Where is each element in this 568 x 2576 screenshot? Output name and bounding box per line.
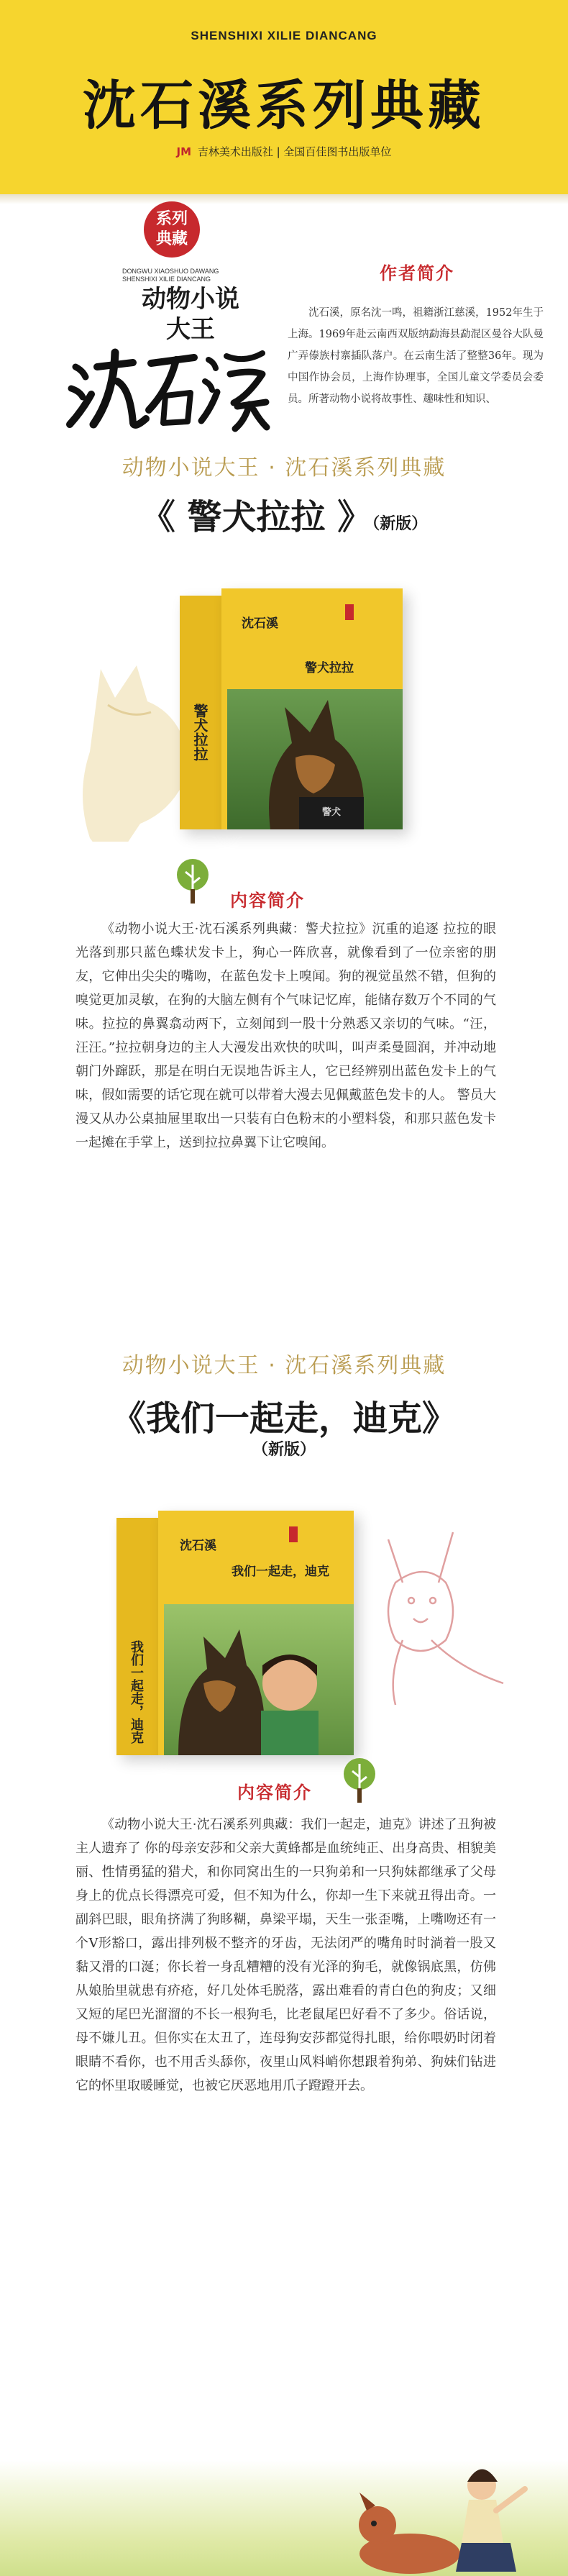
book2-cover-title: 我们一起走，迪克: [232, 1565, 329, 1579]
girl-and-dog-illustration: [345, 2446, 568, 2576]
book1-title-text: 《 警犬拉拉 》: [140, 497, 372, 537]
book2-cover-dog-boy-image: [164, 1604, 354, 1755]
publisher-line: [0, 144, 568, 159]
book2-cover-bookmark: [289, 1526, 298, 1542]
book1-cover-bookmark: [345, 604, 354, 620]
animal-novel-king-label: [119, 284, 262, 345]
book2-spine: [116, 1518, 158, 1755]
book1-series-line: 动物小说大王 · 沈石溪系列典藏: [122, 455, 446, 481]
book1-title: [0, 489, 568, 539]
mini-latin-caption: DONGWU XIAOSHUO DAWANG SHENSHIXI XILIE DIANCANG: [122, 268, 219, 283]
book1-content-heading: 内容简介: [230, 890, 305, 911]
badge-line2: 典藏: [155, 230, 188, 248]
book1-cover-author: 沈石溪: [242, 616, 278, 631]
svg-text:警犬: 警犬: [321, 807, 342, 818]
book2-title: 《我们一起走，迪克》: [111, 1398, 457, 1439]
label-line2: 大王: [166, 315, 215, 344]
book2-content-heading: 内容简介: [237, 1782, 312, 1803]
book2-cover-author: 沈石溪: [180, 1539, 216, 1553]
book2-cover: [158, 1511, 354, 1755]
badge-line1: 系列: [155, 210, 188, 228]
book1-spine: [180, 596, 221, 829]
book2-content-body: 《动物小说大王·沈石溪系列典藏：我们一起走，迪克》讲述了丑狗被主人遗弃了 你的母亲安莎和父亲大黄蜂都是血统纯正、出身高贵、相貌美丽、性情勇猛的猎犬，和你同窝出生的一只狗弟和一只狗妹都继承了父母身上的优点长得漂亮可爱，但不知为什么，你却一生下来就丑得出奇。一副斜巴眼，眼角挤满了狗眵糊，鼻梁平塌，天生一张歪嘴，上嘴吻还有一个V形豁口，露出排列极不整齐的牙齿，无法闭严的嘴角时时淌着一股又黏又滑的口涎；你长着一身乱糟糟的没有光泽的狗毛，就像锅底黑，仿佛从娘胎里就患有疥疮，好几处体毛脱落，露出难看的青白色的狗皮；又细又短的尾巴光溜溜的不长一根狗毛，比老鼠尾巴好看不了多少。俗话说，母不嫌儿丑。但你实在太丑了，连母狗安莎都觉得扎眼，给你喂奶时闭着眼睛不看你，也不用舌头舔你，夜里山风料峭你想跟着狗弟、狗妹们钻进它的怀里取暖睡觉，也被它厌恶地用爪子蹬蹬开去。: [75, 1817, 496, 2093]
header-latin-title: SHENSHIXI XILIE DIANCANG: [191, 29, 377, 42]
book1-edition: （新版）: [372, 514, 428, 533]
book1-cover-title: 警犬拉拉: [305, 661, 354, 675]
header-divider: [0, 194, 568, 204]
book1-cover: [221, 588, 403, 829]
author-bio: 沈石溪，原名沈一鸣，祖籍浙江慈溪，1952年生于上海。1969年赴云南西双版纳勐海县勐混区曼谷大队曼广弄傣族村寨插队落户。在云南生活了整整36年。现为中国作协会员，上海作协理事，全国儿童文学委员会委员。所著动物小说将故事性、趣味性和知识、: [288, 307, 544, 405]
publisher-logo: JM: [176, 145, 192, 158]
book2-edition: （新版）: [252, 1440, 316, 1459]
tree-icon: [338, 1755, 381, 1806]
header-main-title: 沈石溪系列典藏: [83, 75, 485, 137]
tree-icon: [171, 856, 214, 906]
dog-sketch-right-illustration: [345, 1511, 525, 1712]
book2-spine-title: 我们一起走，迪克: [129, 1640, 144, 1744]
author-signature-calligraphy: [61, 338, 277, 439]
author-intro-heading: 作者简介: [380, 263, 454, 283]
book2-series-line: 动物小说大王 · 沈石溪系列典藏: [122, 1353, 446, 1378]
book1-cover-dog-image: [227, 689, 403, 829]
publisher-text: 吉林美术出版社 | 全国百佳图书出版单位: [197, 145, 392, 158]
book1-spine-title: 警犬拉拉: [191, 704, 209, 761]
series-badge: [144, 201, 200, 258]
header-banner: [0, 0, 568, 194]
label-line1: 动物小说: [142, 285, 239, 314]
book1-content-body: 《动物小说大王·沈石溪系列典藏：警犬拉拉》沉重的追逐 拉拉的眼光落到那只蓝色蝶状发卡上，狗心一阵欣喜，就像看到了一位亲密的朋友，它伸出尖尖的嘴吻，在蓝色发卡上嗅闻。狗的视觉虽然不错，但狗的嗅觉更加灵敏，在狗的大脑左侧有个气味记忆库，能储存数万个不同的气味。拉拉的鼻翼翕动两下，立刻闻到一股十分熟悉又亲切的气味。“汪，汪汪。”拉拉朝身边的主人大漫发出欢快的吠叫，叫声柔曼圆润，并冲动地朝门外蹿跃，那是在明白无误地告诉主人，它已经辨别出蓝色发卡上的气味，假如需要的话它现在就可以带着大漫去见佩戴蓝色发卡的人。 警员大漫又从办公桌抽屉里取出一只装有白色粉末的小塑料袋，和那只蓝色发卡一起摊在手掌上，送到拉拉鼻翼下让它嗅闻。: [75, 921, 496, 1150]
